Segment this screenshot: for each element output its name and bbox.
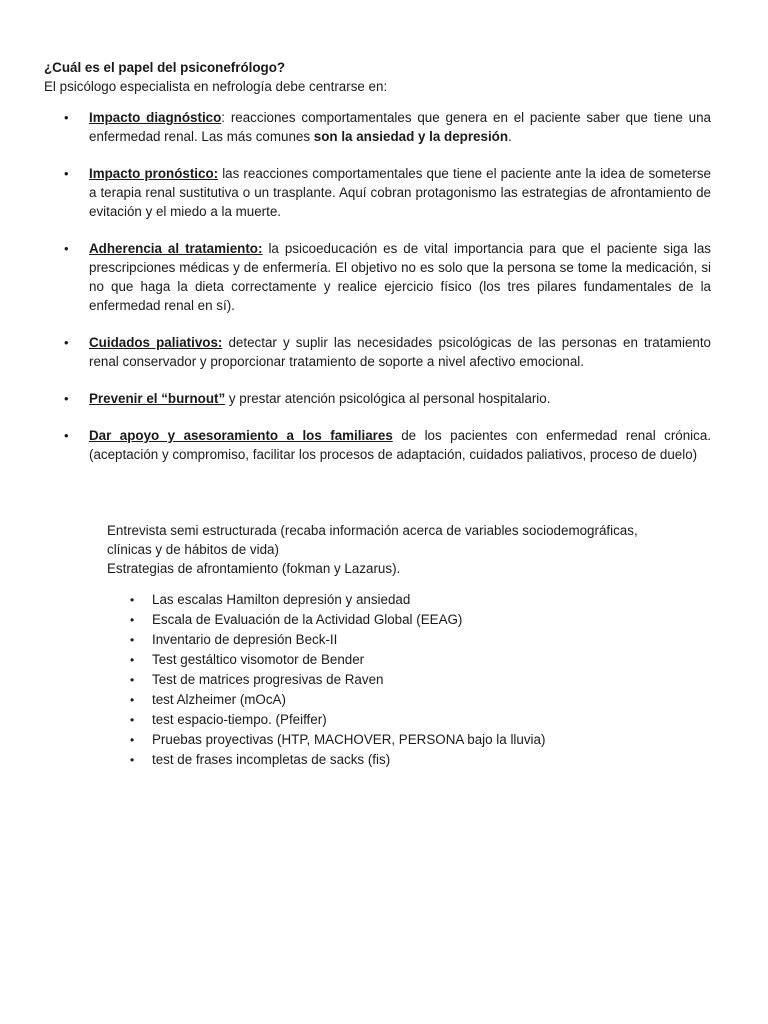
bullet-icon: • (64, 391, 69, 406)
test-label: test Alzheimer (mOcA) (152, 692, 286, 707)
bullet-icon: • (64, 241, 69, 256)
test-item (130, 590, 768, 610)
bullet-icon: • (64, 166, 69, 181)
document-title: ¿Cuál es el papel del psiconefrólogo? (44, 60, 286, 75)
bullet-icon: • (130, 673, 135, 687)
interview-line-cont: clínicas y de hábitos de vida) (107, 542, 279, 557)
role-item (64, 164, 712, 221)
role-text: la psicoeducación es de vital importancia para que el paciente siga las prescripciones médicas y de enfermería. El objetivo no es solo que la persona se tome la medicación, si no que haga la dieta correctamente y realice ejercicio físico (los tres pilares fundamentales de la enfermedad renal en sí). (89, 241, 711, 313)
bullet-icon: • (130, 693, 135, 707)
bullet-icon: • (130, 633, 135, 647)
test-label: Inventario de depresión Beck-II (152, 632, 338, 647)
test-item (130, 690, 768, 710)
test-label: Pruebas proyectivas (HTP, MACHOVER, PERSONA bajo la lluvia) (152, 732, 546, 747)
role-heading: Impacto pronóstico: (89, 166, 219, 181)
role-heading: Dar apoyo y asesoramiento a los familiares (89, 428, 393, 443)
bullet-icon: • (130, 613, 135, 627)
test-label: Test gestáltico visomotor de Bender (152, 652, 365, 667)
test-label: test espacio-tiempo. (Pfeiffer) (152, 712, 327, 727)
assessment-intro (107, 521, 707, 578)
tests-list (0, 590, 768, 770)
test-label: Las escalas Hamilton depresión y ansiedad (152, 592, 411, 607)
test-label: Test de matrices progresivas de Raven (152, 672, 384, 687)
role-text: las reacciones comportamentales que tiene el paciente ante la idea de someterse a terapia renal sustitutiva o un trasplante. Aquí cobran protagonismo las estrategias de afrontamiento de evitación y el miedo a la muerte. (89, 166, 712, 219)
test-item (130, 750, 768, 770)
test-item (130, 670, 768, 690)
role-heading: Cuidados paliativos: (89, 335, 223, 350)
test-item (130, 650, 768, 670)
bullet-icon: • (130, 593, 135, 607)
role-item (64, 426, 712, 464)
role-item (64, 333, 712, 371)
roles-list (0, 108, 768, 482)
role-item (64, 108, 711, 146)
interview-line: Entrevista semi estructurada (recaba información acerca de variables sociodemográficas, (107, 523, 638, 538)
test-label: test de frases incompletas de sacks (fis) (152, 752, 391, 767)
bullet-icon: • (64, 110, 69, 125)
role-item (64, 389, 711, 408)
test-item (130, 730, 768, 750)
test-item (130, 630, 768, 650)
bullet-icon: • (64, 428, 69, 443)
role-text: : reacciones comportamentales que genera en el paciente saber que tiene una enfermedad renal. Las más comunes (89, 110, 711, 144)
role-text: y prestar atención psicológica al personal hospitalario. (225, 391, 551, 406)
bullet-icon: • (130, 733, 135, 747)
role-text: detectar y suplir las necesidades psicológicas de las personas en tratamiento renal conservador y proporcionar tratamiento de soporte a nivel afectivo emocional. (89, 335, 712, 369)
role-text-end: . (508, 129, 512, 144)
bullet-icon: • (130, 653, 135, 667)
bullet-icon: • (130, 713, 135, 727)
role-heading: Impacto diagnóstico (89, 110, 222, 125)
role-emphasis: son la ansiedad y la depresión (313, 129, 509, 144)
bullet-icon: • (130, 753, 135, 767)
test-item (130, 710, 768, 730)
role-text: de los pacientes con enfermedad renal crónica. (aceptación y compromiso, facilitar los procesos de adaptación, cuidados paliativos, proceso de duelo) (89, 428, 712, 462)
role-heading: Prevenir el “burnout” (89, 391, 226, 406)
role-item (64, 239, 711, 315)
role-heading: Adherencia al tratamiento: (89, 241, 263, 256)
strategies-line: Estrategias de afrontamiento (fokman y Lazarus). (107, 561, 401, 576)
test-item (130, 610, 768, 630)
document-intro: El psicólogo especialista en nefrología debe centrarse en: (44, 79, 388, 94)
bullet-icon: • (64, 335, 69, 350)
test-label: Escala de Evaluación de la Actividad Global (EEAG) (152, 612, 463, 627)
